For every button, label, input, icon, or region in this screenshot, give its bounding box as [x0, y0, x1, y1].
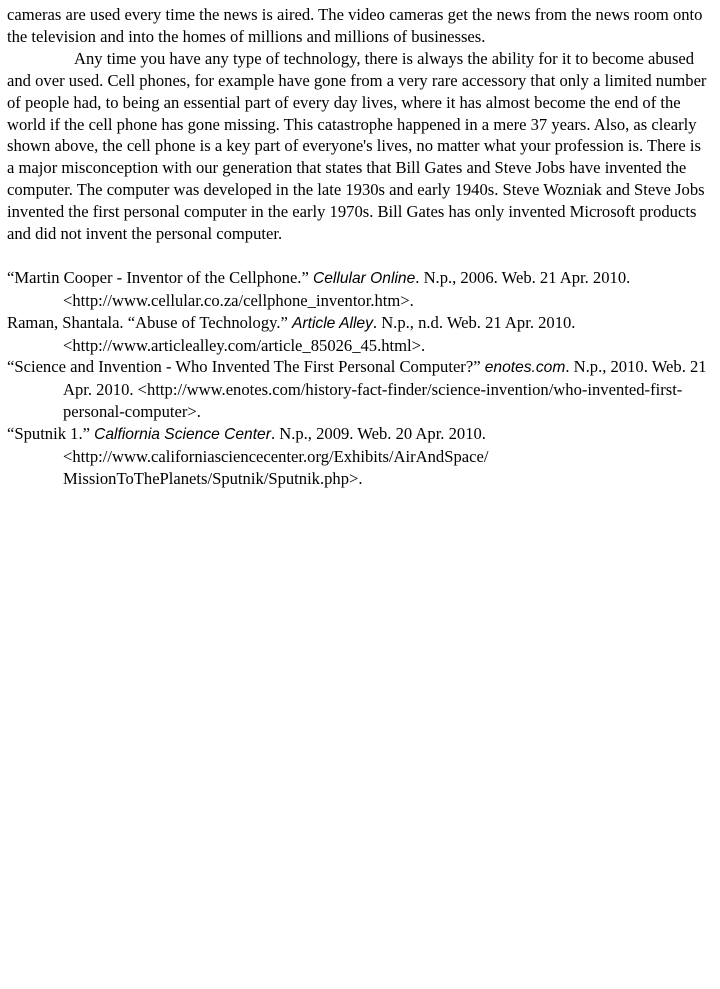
citation-details: . N.p., 2009. Web. 20 Apr. 2010. <http://www.californiasciencecenter.org/Exhibits/AirAndSpace/ MissionToThePlanets/Sputnik/Sputnik.php>.	[63, 424, 489, 489]
citation-source-title: enotes.com	[484, 359, 566, 377]
citation-lead: Raman, Shantala. “Abuse of Technology.”	[7, 312, 293, 332]
citation-source-title: Calfiornia Science Center	[94, 426, 271, 444]
body-paragraph: Any time you have any type of technology, there is always the ability for it to become abused and over used. Cell phones, for example have gone from a very rare accessory that only a limited number of people had, to being an essential part of every day lives, where it has almost become the end of the world if the cell phone has gone missing. This catastrophe happened in a mere 37 years. Also, as clearly shown above, the cell phone is a key part of everyone's lives, no matter what your profession is. There is a major misconception with our generation that states that Bill Gates and Steve Jobs have invented the computer. The computer was developed in the late 1930s and early 1940s. Steve Wozniak and Steve Jobs invented the first personal computer in the early 1970s. Bill Gates has only invented Microsoft products and did not invent the personal computer.	[7, 48, 707, 244]
works-cited-list	[7, 267, 707, 490]
citation-source-title: Cellular Online	[312, 269, 416, 287]
citation-lead: “Martin Cooper - Inventor of the Cellphone.”	[7, 267, 313, 287]
citation-lead: “Science and Invention - Who Invented The First Personal Computer?”	[7, 357, 485, 377]
citation-entry	[7, 356, 707, 423]
citation-details: . N.p., 2010. Web. 21 Apr. 2010. <http://www.enotes.com/history-fact-finder/science-invention/who-invented-first-personal-computer>.	[63, 357, 707, 422]
document-page	[7, 4, 707, 490]
body-paragraph: cameras are used every time the news is aired. The video cameras get the news from the news room onto the television and into the homes of millions and millions of businesses.	[7, 5, 703, 46]
citation-entry	[7, 312, 707, 357]
citation-lead: “Sputnik 1.”	[7, 424, 95, 444]
section-spacer	[7, 245, 707, 267]
citation-entry	[7, 423, 707, 490]
citation-source-title: Article Alley	[292, 314, 373, 332]
citation-details: . N.p., n.d. Web. 21 Apr. 2010. <http://www.articlealley.com/article_85026_45.html>.	[63, 312, 576, 355]
citation-entry	[7, 267, 707, 312]
citation-details: . N.p., 2006. Web. 21 Apr. 2010. <http://www.cellular.co.za/cellphone_inventor.htm>.	[63, 267, 631, 310]
